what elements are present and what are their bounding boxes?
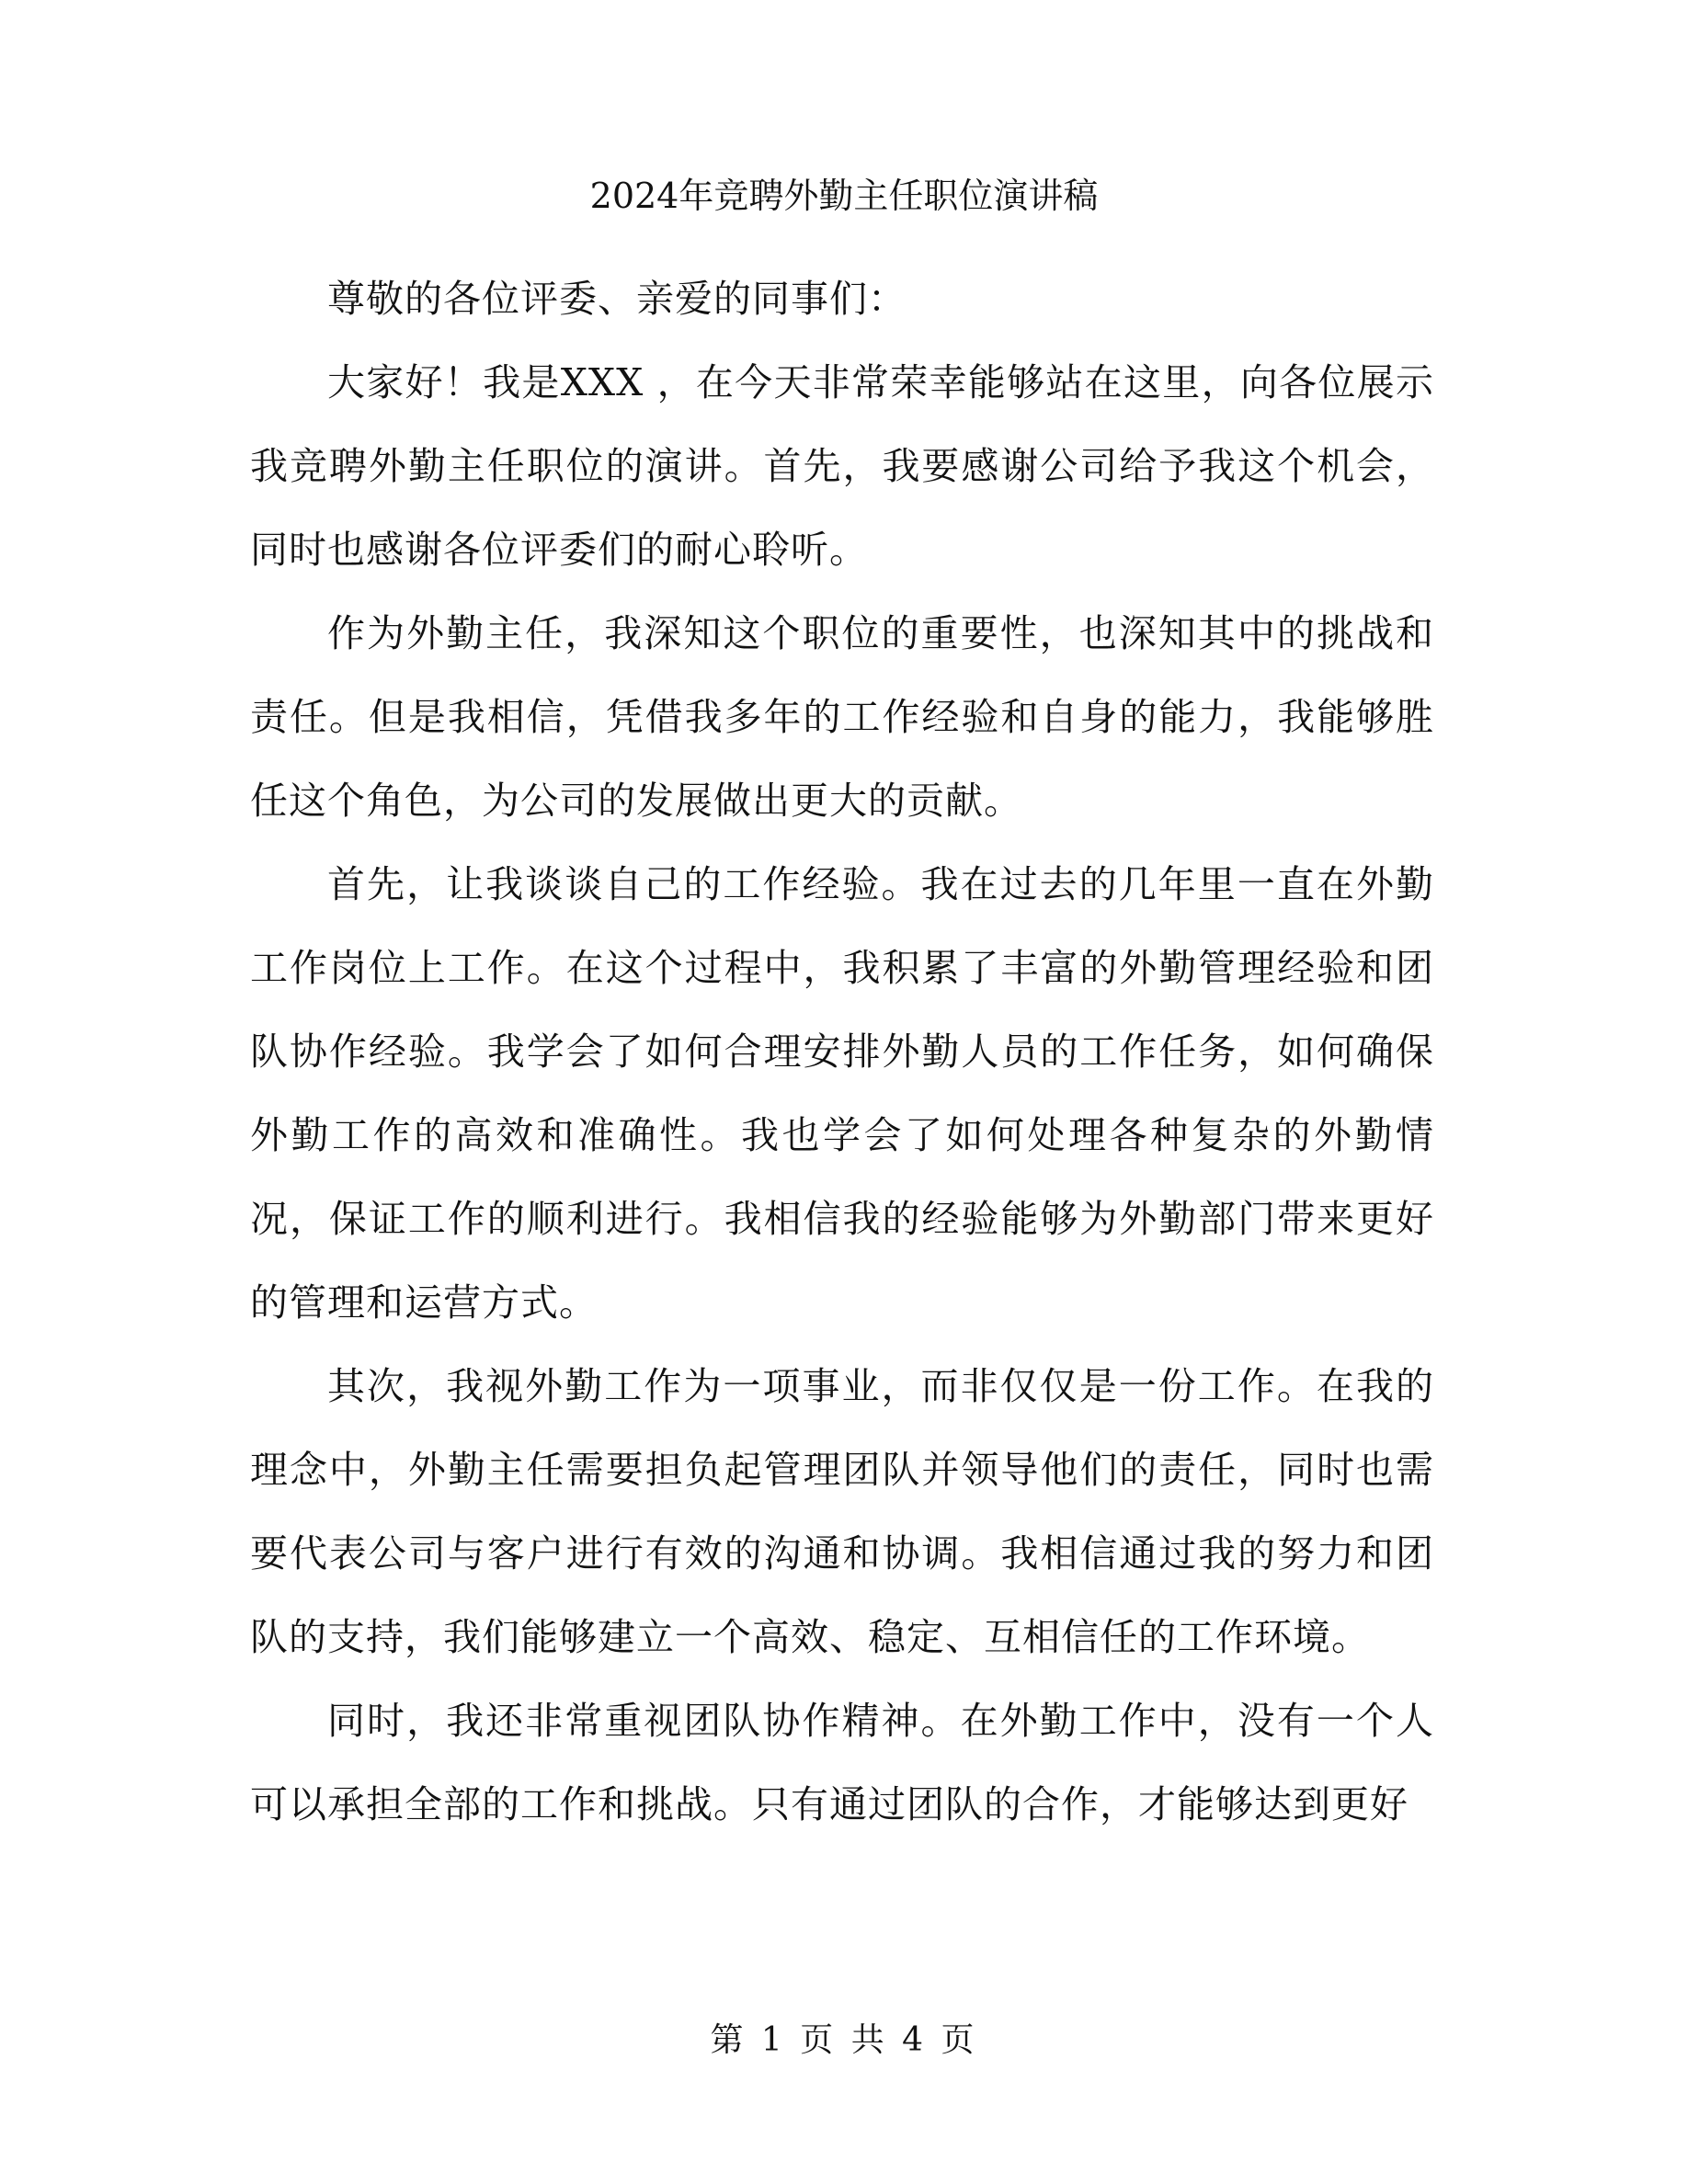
paragraph-greeting: 大家好！我是XXX ，在今天非常荣幸能够站在这里，向各位展示我竞聘外勤主任职位的演讲。首先，我要感谢公司给予我这个机会，同时也感谢各位评委们的耐心聆听。 bbox=[250, 360, 1434, 572]
document-body bbox=[250, 257, 1434, 1847]
document-title: 2024年竞聘外勤主任职位演讲稿 bbox=[589, 176, 1099, 216]
page-number-footer: 第 1 页 共 4 页 bbox=[710, 2021, 978, 2059]
paragraph-career-view: 其次，我视外勤工作为一项事业，而非仅仅是一份工作。在我的理念中，外勤主任需要担负起管理团队并领导他们的责任，同时也需要代表公司与客户进行有效的沟通和协调。我相信通过我的努力和团队的支持，我们能够建立一个高效、稳定、互相信任的工作环境。 bbox=[250, 1364, 1434, 1659]
paragraph-teamwork: 同时，我还非常重视团队协作精神。在外勤工作中，没有一个人可以承担全部的工作和挑战。只有通过团队的合作，才能够达到更好 bbox=[250, 1699, 1434, 1826]
paragraph-work-experience: 首先，让我谈谈自己的工作经验。我在过去的几年里一直在外勤工作岗位上工作。在这个过程中，我积累了丰富的外勤管理经验和团队协作经验。我学会了如何合理安排外勤人员的工作任务，如何确保外勤工作的高效和准确性。我也学会了如何处理各种复杂的外勤情况，保证工作的顺利进行。我相信我的经验能够为外勤部门带来更好的管理和运营方式。 bbox=[250, 862, 1434, 1325]
paragraph-salutation: 尊敬的各位评委、亲爱的同事们： bbox=[327, 277, 907, 321]
paragraph-role-understanding: 作为外勤主任，我深知这个职位的重要性，也深知其中的挑战和责任。但是我相信，凭借我多年的工作经验和自身的能力，我能够胜任这个角色，为公司的发展做出更大的贡献。 bbox=[250, 611, 1434, 823]
